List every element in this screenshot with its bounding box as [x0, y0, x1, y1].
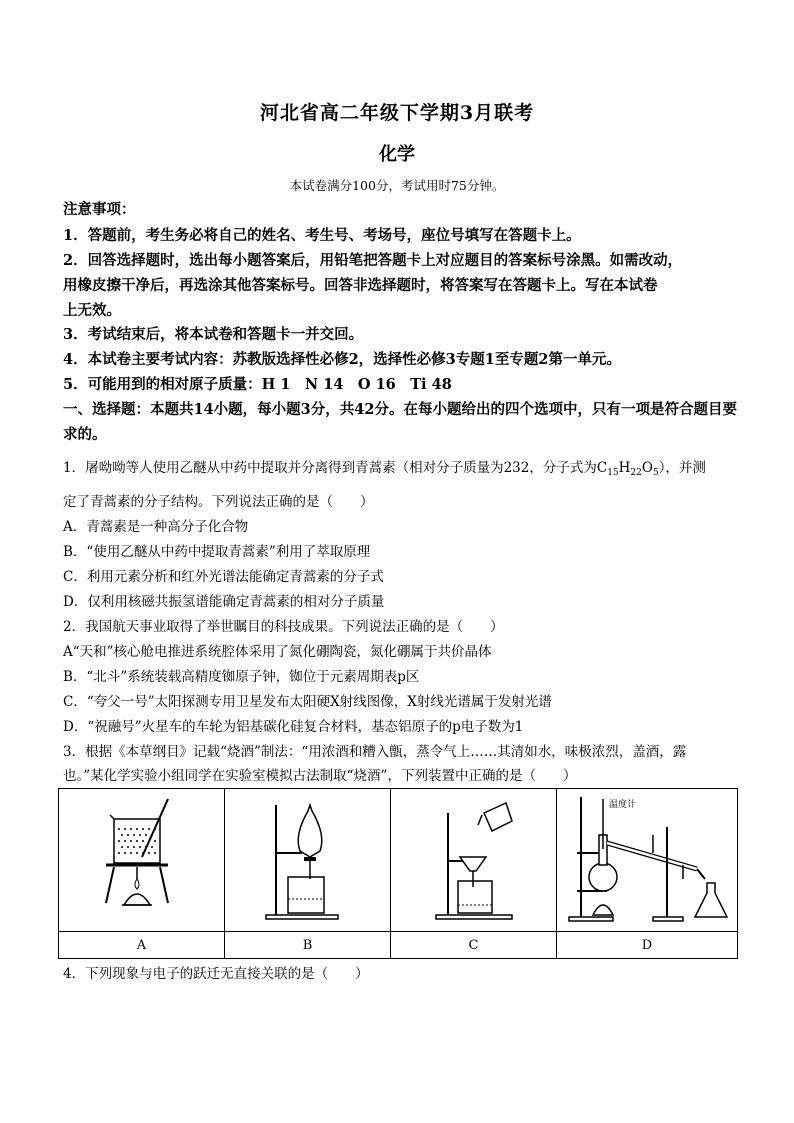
question-1-option-b: B．“使用乙醚从中药中提取青蒿素”利用了萃取原理 [63, 544, 371, 560]
separatory-funnel-image [258, 795, 358, 925]
apparatus-b-cell [225, 789, 391, 932]
question-2-option-d: D．“祝融号”火星车的车轮为铝基碳化硅复合材料，基态铝原子的p电子数为1 [63, 719, 524, 735]
notes-heading: 注意事项： [63, 201, 136, 218]
note-item: 5．可能用到的相对原子质量：H 1 N 14 O 16 Ti 48 [63, 376, 452, 393]
note-item: 用橡皮擦干净后，再选涂其他答案标号。回答非选择题时，将答案写在答题卡上。写在本试卷 [63, 277, 658, 294]
subject-title: 化学 [379, 144, 415, 165]
apparatus-label-d: D [557, 932, 738, 959]
question-1-option-c: C．利用元素分析和红外光谱法能确定青蒿素的分子式 [63, 569, 384, 585]
thermometer-label: 温度计 [609, 800, 637, 810]
exam-meta: 本试卷满分100分，考试用时75分钟。 [289, 178, 505, 193]
section-heading-cont: 求的。 [63, 426, 107, 443]
note-item: 2．回答选择题时，选出每小题答案后，用铅笔把答题卡上对应题目的答案标号涂黑。如需改动， [63, 252, 683, 269]
question-2-option-a: A“天和”核心舱电推进系统腔体采用了氮化硼陶瓷，氮化硼属于共价晶体 [63, 644, 492, 660]
apparatus-table [58, 788, 738, 959]
question-2-stem: 2．我国航天事业取得了举世瞩目的科技成果。下列说法正确的是（ ） [63, 619, 504, 635]
question-3-stem: 3．根据《本草纲目》记载“烧酒”制法：“用浓酒和糟入甑，蒸令气上……其清如水，味极浓烈，盖酒，露 [63, 744, 687, 760]
question-1-option-d: D．仅利用核磁共振氢谱能确定青蒿素的相对分子质量 [63, 594, 385, 610]
note-item: 上无效。 [63, 302, 121, 319]
exam-title: 河北省高二年级下学期3月联考 [259, 102, 535, 124]
note-item: 4．本试卷主要考试内容：苏教版选择性必修2，选择性必修3专题1至专题2第一单元。 [63, 351, 621, 368]
question-2-option-b: B．“北斗”系统装载高精度铷原子钟，铷位于元素周期表p区 [63, 669, 420, 685]
question-3-stem-cont: 也。”某化学实验小组同学在实验室模拟古法制取“烧酒”，下列装置中正确的是（ ） [63, 768, 577, 784]
filtration-funnel-image [424, 795, 524, 925]
apparatus-a-cell [59, 789, 225, 932]
apparatus-d-cell [557, 789, 738, 932]
question-2-option-c: C．“夸父一号”太阳探测专用卫星发布太阳硬X射线图像，X射线光谱属于发射光谱 [63, 694, 552, 710]
question-1-stem: 1．屠呦呦等人使用乙醚从中药中提取并分离得到青蒿素（相对分子质量为232，分子式为$C_{15}H_{22}O_5$），并测 [63, 460, 706, 478]
note-item: 1．答题前，考生务必将自己的姓名、考生号、考场号，座位号填写在答题卡上。 [63, 227, 581, 244]
section-heading: 一、选择题：本题共14小题，每小题3分，共42分。在每小题给出的四个选项中，只有一项是符合题目要 [63, 401, 737, 418]
question-1-stem-cont: 定了青蒿素的分子结构。下列说法正确的是（ ） [63, 494, 374, 510]
apparatus-label-c: C [391, 932, 557, 959]
beaker-on-tripod-heater-image [92, 795, 192, 925]
apparatus-label-a: A [59, 932, 225, 959]
question-4-stem: 4．下列现象与电子的跃迁无直接关联的是（ ） [63, 966, 369, 982]
distillation-apparatus-image [557, 793, 737, 927]
apparatus-c-cell [391, 789, 557, 932]
note-item: 3．考试结束后，将本试卷和答题卡一并交回。 [63, 326, 364, 343]
apparatus-label-b: B [225, 932, 391, 959]
question-1-option-a: A．青蒿素是一种高分子化合物 [63, 519, 249, 535]
